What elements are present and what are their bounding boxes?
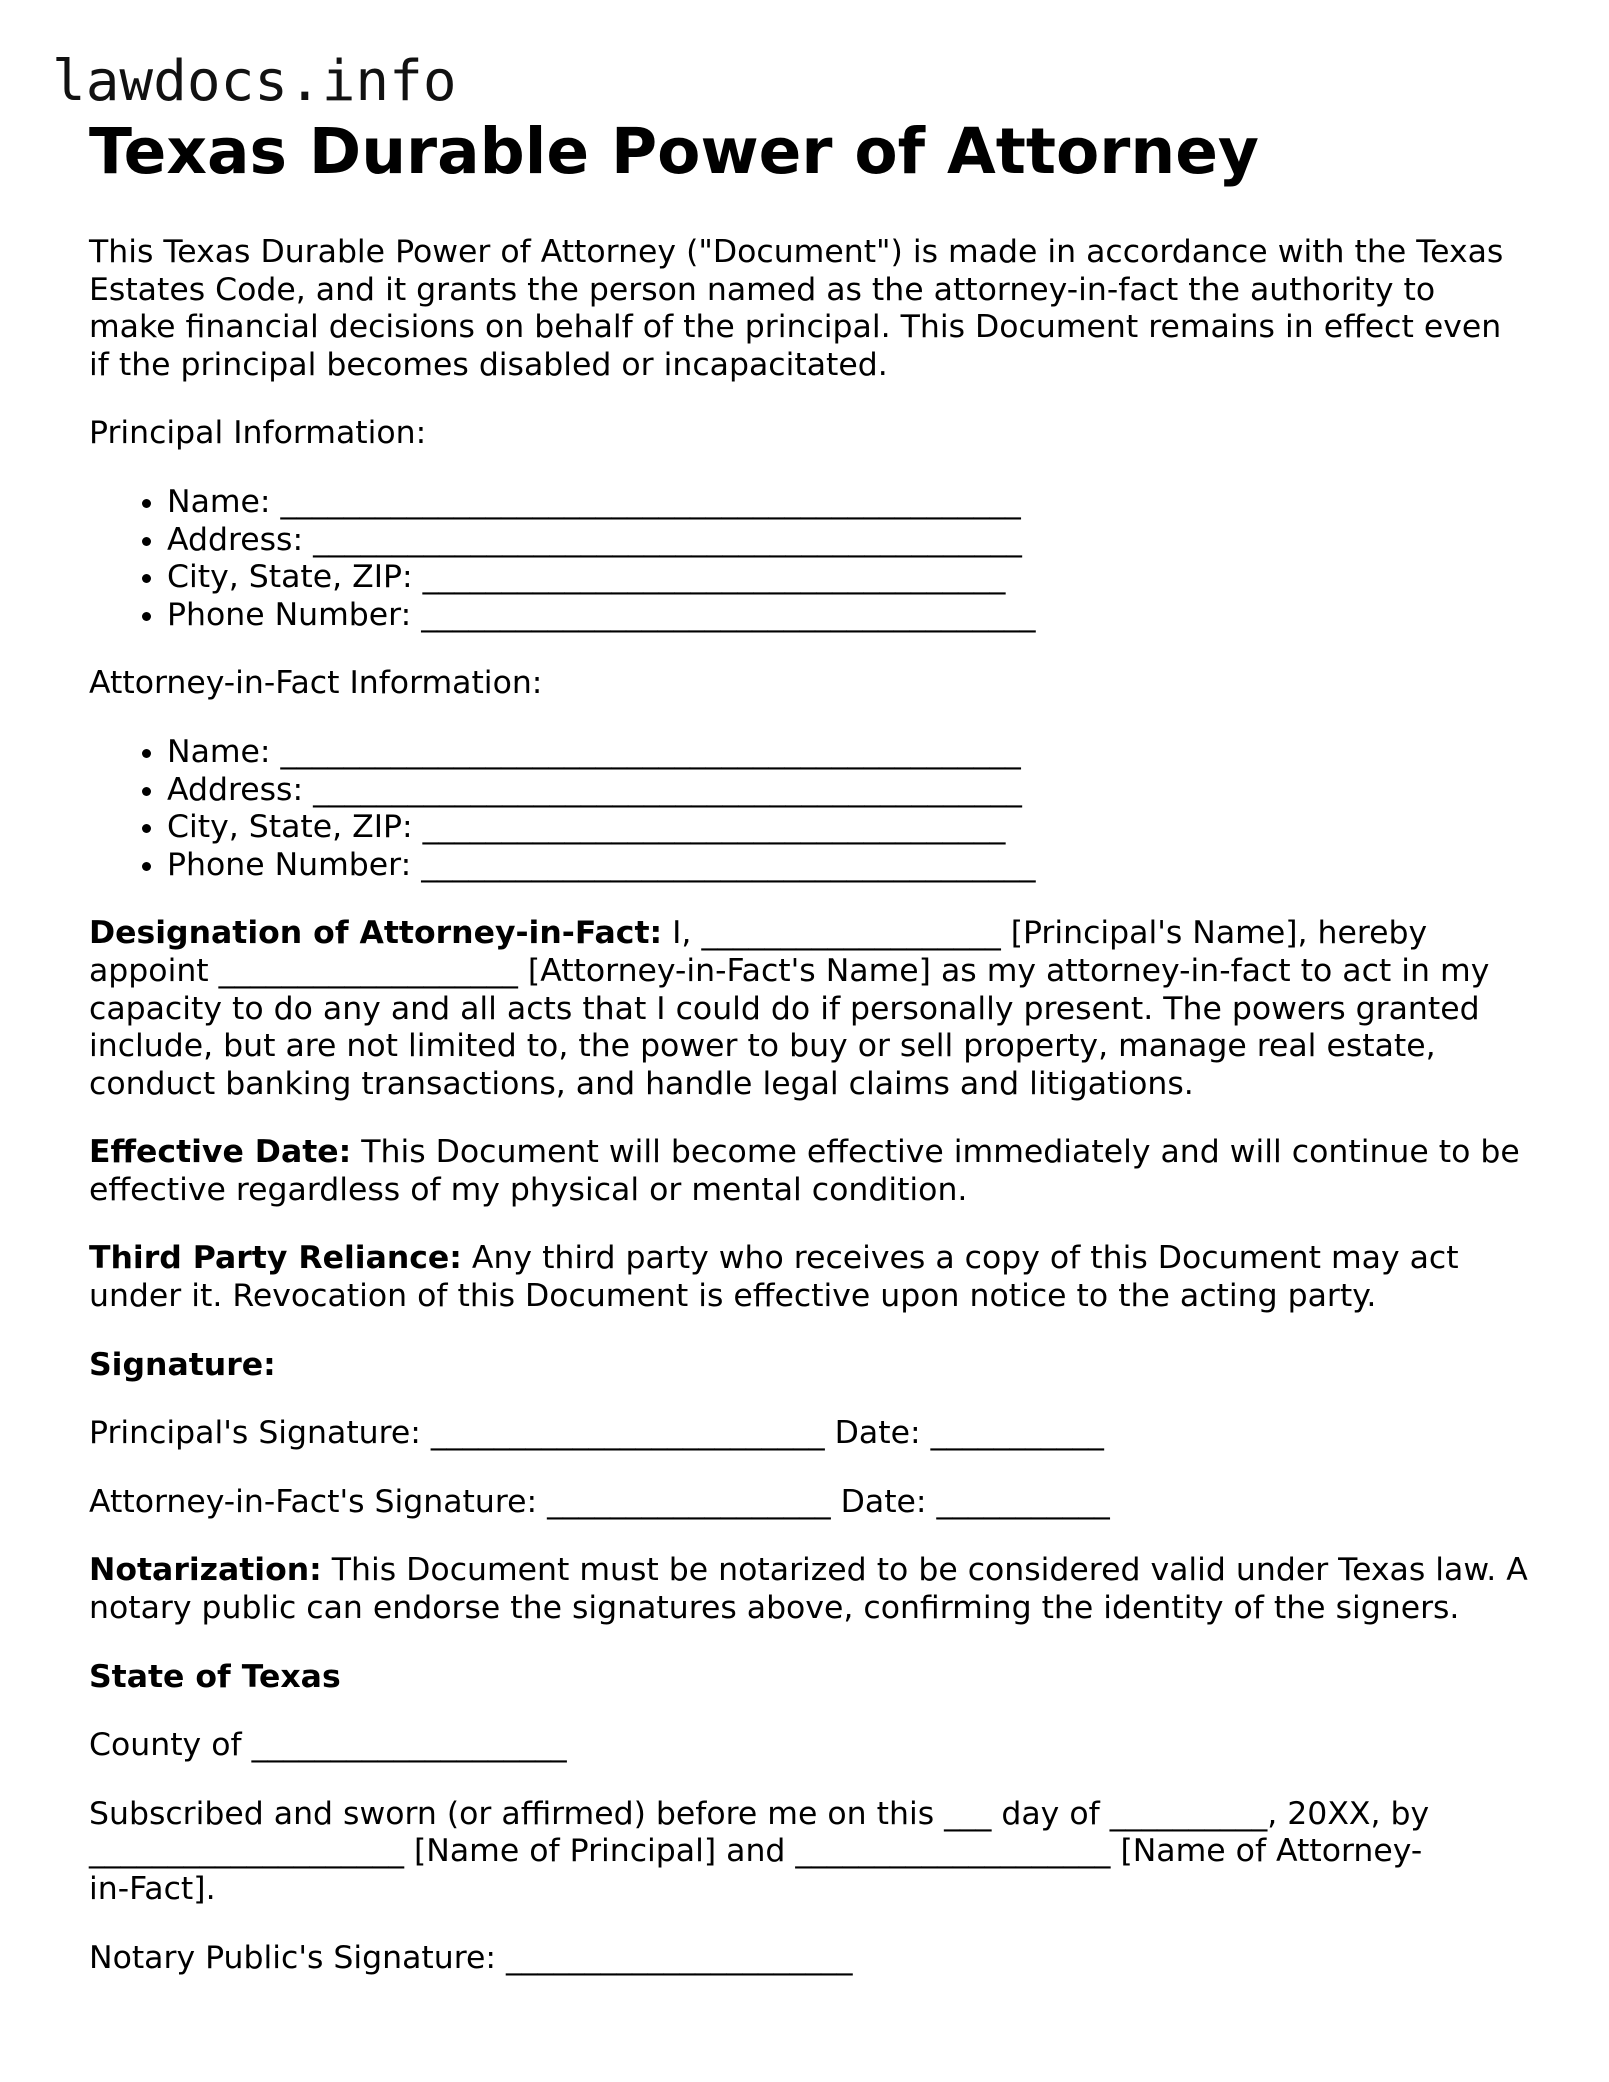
subscribed-line: in-Fact]. — [89, 1871, 216, 1907]
intro-paragraph — [89, 234, 1529, 384]
attorney-city-state-zip-field: • City, State, ZIP: _____________________________________ — [167, 809, 1529, 847]
designation-line: appoint ___________________ [Attorney-in-Fact's Name] as my attorney-in-fact to act in my — [89, 952, 1490, 989]
designation-paragraph — [89, 915, 1529, 1103]
state-heading — [89, 1659, 1529, 1697]
attorney-info-list — [89, 734, 1529, 884]
attorney-info-heading: Attorney-in-Fact Information: — [89, 665, 543, 702]
third-party-paragraph — [89, 1240, 1529, 1315]
principal-phone-field: • Phone Number: _______________________________________ — [167, 597, 1529, 635]
designation-line: capacity to do any and all acts that I could do if personally present. The powers granted — [89, 990, 1480, 1027]
third-party-label: Third Party Reliance: — [89, 1240, 462, 1277]
designation-line: I, ___________________ [Principal's Name], hereby — [662, 915, 1428, 952]
signature-heading-text: Signature: — [89, 1346, 276, 1383]
subscribed-line: Subscribed and sworn (or affirmed) before me on this ___ day of __________, 20XX, by — [89, 1795, 1430, 1832]
signature-heading — [89, 1347, 1529, 1385]
state-heading-text: State of Texas — [89, 1658, 341, 1695]
principal-info-list — [89, 484, 1529, 634]
designation-label: Designation of Attorney-in-Fact: — [89, 915, 663, 952]
document-body — [89, 112, 1529, 2008]
notarization-label: Notarization: — [89, 1552, 322, 1589]
notary-signature-line: Notary Public's Signature: ______________________ — [89, 1939, 853, 1976]
subscribed-paragraph — [89, 1796, 1529, 1909]
intro-line: Estates Code, and it grants the person named as the attorney-in-fact the authority to — [89, 271, 1436, 308]
attorney-name-field: • Name: _______________________________________________ — [167, 734, 1529, 772]
attorney-address-field: • Address: _____________________________________________ — [167, 772, 1529, 810]
site-watermark: lawdocs.info — [52, 49, 457, 114]
document-title: Texas Durable Power of Attorney — [89, 115, 1259, 188]
principal-signature-line: Principal's Signature: _________________________ Date: ___________ — [89, 1415, 1104, 1452]
subscribed-line: ____________________ [Name of Principal] and ____________________ [Name of Attorney- — [89, 1833, 1423, 1870]
intro-line: This Texas Durable Power of Attorney ("Document") is made in accordance with the Texas — [89, 234, 1504, 270]
notarization-line: This Document must be notarized to be considered valid under Texas law. A — [321, 1552, 1528, 1589]
county-line: County of ____________________ — [89, 1727, 567, 1764]
notarization-line: notary public can endorse the signatures above, confirming the identity of the signers. — [89, 1590, 1460, 1627]
intro-line: make financial decisions on behalf of the principal. This Document remains in effect even — [89, 309, 1502, 346]
attorney-signature-line: Attorney-in-Fact's Signature: __________________ Date: ___________ — [89, 1483, 1110, 1520]
effective-date-paragraph — [89, 1134, 1529, 1209]
principal-city-state-zip-field: • City, State, ZIP: _____________________________________ — [167, 559, 1529, 597]
effective-date-line: effective regardless of my physical or mental condition. — [89, 1171, 968, 1208]
effective-date-line: This Document will become effective immediately and will continue to be — [351, 1134, 1520, 1171]
designation-line: conduct banking transactions, and handle legal claims and litigations. — [89, 1065, 1194, 1102]
attorney-phone-field: • Phone Number: _______________________________________ — [167, 847, 1529, 885]
principal-info-heading: Principal Information: — [89, 415, 427, 452]
principal-name-field: • Name: _______________________________________________ — [167, 484, 1529, 522]
intro-line: if the principal becomes disabled or incapacitated. — [89, 346, 888, 383]
effective-date-label: Effective Date: — [89, 1134, 352, 1171]
principal-address-field: • Address: _____________________________________________ — [167, 522, 1529, 560]
notarization-paragraph — [89, 1552, 1529, 1627]
designation-line: include, but are not limited to, the power to buy or sell property, manage real estate, — [89, 1028, 1436, 1065]
third-party-line: Any third party who receives a copy of this Document may act — [461, 1240, 1459, 1277]
third-party-line: under it. Revocation of this Document is effective upon notice to the acting party. — [89, 1278, 1377, 1315]
